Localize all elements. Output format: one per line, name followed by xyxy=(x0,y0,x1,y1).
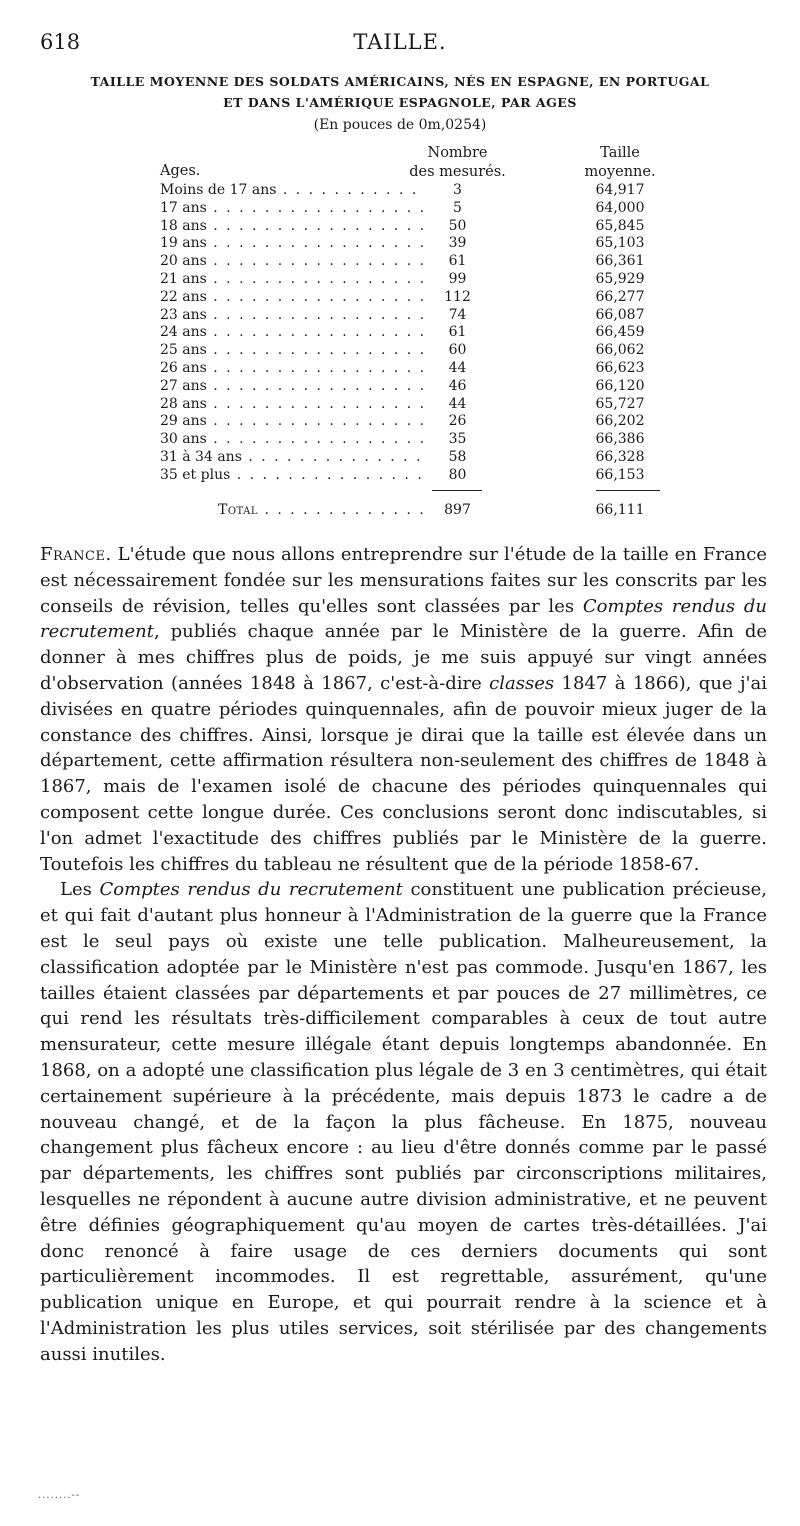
count-cell: 99 xyxy=(448,270,467,287)
body-text xyxy=(40,542,767,1368)
age-cell: Moins de 17 ans . . . xyxy=(160,182,425,200)
mean-cell: 65,103 xyxy=(595,235,645,252)
column-header-mean-line-1: Taille xyxy=(600,145,640,161)
age-cell: 25 ans . . . xyxy=(160,342,425,360)
table-row xyxy=(160,235,680,253)
age-cell: 18 ans . . . xyxy=(160,218,425,236)
total-rule-mean xyxy=(596,490,660,491)
p2-text-a: Les xyxy=(60,879,100,901)
table-row xyxy=(160,378,680,396)
table-row xyxy=(160,413,680,431)
age-cell: 35 et plus . . . xyxy=(160,467,425,485)
age-cell: 19 ans . . . xyxy=(160,235,425,253)
mean-cell: 65,929 xyxy=(595,270,645,287)
p2-italic: Comptes rendus du recrutement xyxy=(99,879,403,901)
total-mean: 66,111 xyxy=(595,502,645,518)
age-cell: 21 ans . . . xyxy=(160,271,425,289)
mean-cell: 66,277 xyxy=(595,288,645,305)
count-cell: 74 xyxy=(448,306,467,323)
paragraph-comptes-rendus xyxy=(40,877,767,1367)
mean-cell: 66,459 xyxy=(595,324,645,341)
table-body xyxy=(160,182,680,485)
section-lead: France. xyxy=(40,544,112,565)
age-cell: 30 ans . . . xyxy=(160,431,425,449)
table-row xyxy=(160,200,680,218)
mean-cell: 66,153 xyxy=(595,466,645,483)
count-cell: 44 xyxy=(448,359,467,376)
p1-text-a: L'étude que nous allons entreprendre sur l'étude de la taille en France est nécessairement fondée sur les mensurations faites sur les conscrits par les conseils de révision, telles qu'elles sont classées par les xyxy=(40,544,767,617)
count-cell: 60 xyxy=(448,342,467,359)
footer-mark: ........-- xyxy=(38,1490,81,1501)
table-row xyxy=(160,396,680,414)
count-cell: 112 xyxy=(444,288,471,305)
age-cell: 20 ans . . . xyxy=(160,253,425,271)
table-row xyxy=(160,324,680,342)
count-cell: 61 xyxy=(448,324,467,341)
count-cell: 39 xyxy=(448,235,467,252)
count-cell: 80 xyxy=(448,466,467,483)
count-cell: 61 xyxy=(448,253,467,270)
paragraph-france xyxy=(40,542,767,877)
mean-cell: 64,917 xyxy=(595,182,645,198)
table-row xyxy=(160,218,680,236)
p2-text-b: constituent une publication précieuse, et qui fait d'autant plus honneur à l'Administration de la guerre que la France est le seul pays où existe une telle publication. Malheureusement, la classification adoptée par le Ministère n'est pas commode. Jusqu'en 1867, les tailles étaient classées par départements et par pouces de 27 millimètres, ce qui rend les résultats très-difficilement comparables à ceux de tout autre mensurateur, cette mesure illégale étant depuis longtemps abandonnée. En 1868, on a adopté une classification plus légale de 3 en 3 centimètres, qui était certainement supérieure à la précédente, mais depuis 1873 le cadre a de nouveau changé, et de la façon la plus fâcheuse. En 1875, nouveau changement plus fâcheux encore : au lieu d'être donnés comme par le passé par départements, les chiffres sont publiés par circonscriptions militaires, lesquelles ne répondent à aucune autre division administrative, et ne peuvent être définies géographiquement qu'au moyen de cartes très-détaillées. J'ai donc renoncé à faire usage de ces derniers documents qui sont particulièrement incommodes. Il est regrettable, assurément, qu'une publication unique en Europe, et qui pourrait rendre à la science et à l'Administration les plus utiles services, soit stérilisée par des changements aussi inutiles. xyxy=(40,879,767,1365)
table-row xyxy=(160,431,680,449)
mean-cell: 66,062 xyxy=(595,342,645,359)
p1-italic-1: Comptes rendus du recrutement xyxy=(40,595,767,643)
count-cell: 3 xyxy=(453,182,462,198)
mean-cell: 66,328 xyxy=(595,448,645,465)
p1-italic-2: classes xyxy=(489,672,555,694)
table-row xyxy=(160,271,680,289)
table-row xyxy=(160,182,680,200)
total-label: Total . . . xyxy=(218,500,425,520)
running-title: TAILLE. xyxy=(353,30,447,54)
count-cell: 26 xyxy=(448,413,467,430)
mean-cell: 66,120 xyxy=(595,377,645,394)
age-cell: 27 ans . . . xyxy=(160,378,425,396)
count-cell: 35 xyxy=(448,431,467,448)
column-header-count xyxy=(395,144,520,182)
table-row xyxy=(160,253,680,271)
count-cell: 44 xyxy=(448,395,467,412)
age-cell: 28 ans . . . xyxy=(160,396,425,414)
table-row xyxy=(160,360,680,378)
age-cell: 23 ans . . . xyxy=(160,307,425,325)
table-title-line-1: TAILLE MOYENNE DES SOLDATS AMÉRICAINS, NÉS EN ESPAGNE, EN PORTUGAL xyxy=(90,74,710,89)
age-cell: 26 ans . . . xyxy=(160,360,425,378)
table-row xyxy=(160,449,680,467)
mean-cell: 64,000 xyxy=(595,199,645,216)
column-header-count-line-2: des mesurés. xyxy=(409,164,506,180)
mean-cell: 66,386 xyxy=(595,431,645,448)
table-total-row xyxy=(160,500,680,520)
mean-cell: 66,202 xyxy=(595,413,645,430)
table-row xyxy=(160,307,680,325)
count-cell: 46 xyxy=(448,377,467,394)
column-header-ages: Ages. xyxy=(160,163,201,179)
table-row xyxy=(160,467,680,485)
mean-cell: 65,727 xyxy=(595,395,645,412)
count-cell: 50 xyxy=(448,217,467,234)
page-header xyxy=(40,30,760,60)
mean-cell: 66,361 xyxy=(595,253,645,270)
age-cell: 17 ans . . . xyxy=(160,200,425,218)
table-title-line-2: ET DANS L'AMÉRIQUE ESPAGNOLE, PAR AGES xyxy=(223,95,577,110)
count-cell: 5 xyxy=(453,199,462,216)
count-cell: 58 xyxy=(448,448,467,465)
column-header-count-line-1: Nombre xyxy=(427,145,488,161)
column-header-mean-line-2: moyenne. xyxy=(584,164,656,180)
table-row xyxy=(160,289,680,307)
page-number: 618 xyxy=(40,30,81,54)
age-cell: 31 à 34 ans . . . xyxy=(160,449,425,467)
table-row xyxy=(160,342,680,360)
table-title-units: (En pouces de 0m,0254) xyxy=(313,117,487,133)
mean-cell: 66,623 xyxy=(595,359,645,376)
age-cell: 24 ans . . . xyxy=(160,324,425,342)
age-cell: 29 ans . . . xyxy=(160,413,425,431)
mean-cell: 65,845 xyxy=(595,217,645,234)
mean-cell: 66,087 xyxy=(595,306,645,323)
total-rule-count xyxy=(432,490,482,491)
p1-text-b: , publiés chaque année par le Ministère de la guerre. Afin de donner à mes chiffres plus de poids, je me suis appuyé sur vingt années d'observation (années 1848 à 1867, c'est-à-dire xyxy=(40,621,767,694)
column-header-mean xyxy=(560,144,680,182)
total-count: 897 xyxy=(444,502,471,518)
age-cell: 22 ans . . . xyxy=(160,289,425,307)
p1-text-c: 1847 à 1866), que j'ai divisées en quatre périodes quinquennales, afin de pouvoir mieux juger de la constance des chiffres. Ainsi, lorsque je dirai que la taille est élevée dans un département, cette affirmation résultera non-seulement des chiffres de 1848 à 1867, mais de l'examen isolé de chacune des périodes quinquennales qui composent cette longue durée. Ces conclusions seront donc indiscutables, si l'on admet l'exactitude des chiffres publiés par le Ministère de la guerre. Toutefois les chiffres du tableau ne résultent que de la période 1858-67. xyxy=(40,672,767,875)
